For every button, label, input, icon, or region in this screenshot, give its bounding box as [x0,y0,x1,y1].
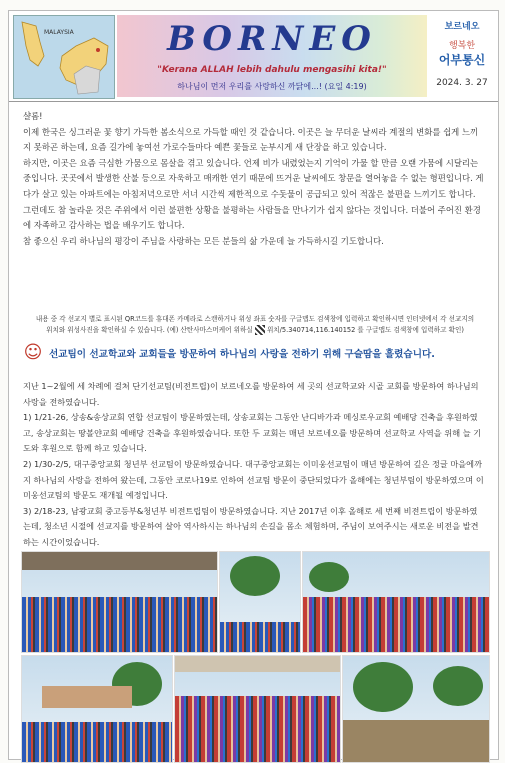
qr-code-icon[interactable] [255,325,265,335]
newsletter-motto: "Kerana ALLAH lebih dahulu mengasihi kita!" [157,65,387,75]
group-photo-3 [302,551,490,653]
group-photo-5 [174,655,341,763]
report-paragraph: 지난 1~2월에 세 차례에 걸쳐 단기선교팀(비전트립)이 보르네오를 방문하여 세 곳의 선교학교와 시골 교회를 방문하여 하나님의 사랑을 전하였습니다. [23,381,479,407]
notice-text: 위치/5.340714,116.140152 를 구글맵도 검색창에 입력하고 확인) [266,326,464,334]
report-paragraph: 3) 2/18-23, 남광교회 중고등부&청년부 비전트립팀이 방문하였습니다. 지난 2017년 이후 올해로 세 번째 비전트립이 방문하였는데, 청소년 시절에 선교지를 방문하여 살아 역사하시는 하나님의 손길을 몸소 체험하며, 주님이 보여주시는 새로운 비전을 발견하는 시간이었습니다. [23,505,479,547]
title-banner [117,15,427,97]
letter-paragraph: 이제 한국은 싱그러운 꽃 향기 가득한 봄소식으로 가득할 때인 것 같습니다. 이곳은 늘 무더운 날씨라 계절의 변화를 쉽게 느끼지 못하곤 하는데, 요즘 길가에 놓여선 가로수들마다 예쁜 꽃들로 눈부시게 새 단장을 하고 있습니다. [23,126,479,153]
letter-paragraph: 참 좋으신 우리 하나님의 평강이 주님을 사랑하는 모든 분들의 삶 가운데 늘 가득하시길 기도합니다. [23,235,384,246]
issue-date: 2024. 3. 27 [436,78,488,88]
issue-info [429,15,495,97]
report-paragraph: 1) 1/21-26, 상송&송상교회 연합 선교팀이 방문하였는데, 상송교회는 그동안 난디바가과 메싱로우교회 예배당 건축을 후원하였고, 송상교회는 땅볼얀교회 예배당 건축을 후원하였습니다. 또한 두 교회는 매년 보르네오를 방문하며 선교학교 사역을 위해 늘 기도와 후원으로 함께 하고 있습니다. [23,412,482,454]
group-photo-4 [21,655,173,763]
newsletter-header [9,11,498,102]
region-label: 보르네오 [444,22,480,32]
newsletter-page [8,10,499,760]
bible-verse: 하나님이 먼저 우리를 사랑하신 까닭에...! (요일 4:19) [177,82,367,91]
group-photo-6 [342,655,490,763]
group-photo-1 [21,551,218,653]
photo-collage [21,551,488,763]
section-header [21,341,489,367]
notice-line-2 [31,325,479,336]
notice-text: 위치와 위성사진을 확인하실 수 있습니다. (예) 산탄사마스머케어 위하실 [46,326,253,334]
newsletter-title: BORNEO [167,19,377,59]
newsletter-subtitle: 행복한 [448,41,476,51]
malaysia-map [13,15,115,99]
letter-paragraph: 그런데도 참 놀라운 것은 주위에서 이런 불편한 상황을 불평하는 사람들을 만나기가 쉽지 않다는 것입니다. 더불어 주어진 환경에 자족하고 감사하는 법을 배우기도 합니다. [23,204,481,231]
mascot-icon: ☺ [23,342,43,363]
map-illustration [14,16,114,98]
notice-line: 내용 중 각 선교지 별로 표시된 QR코드를 휴대폰 카메라로 스캔하거나 위성 좌표 숫자를 구글맵도 검색창에 입력하고 확인하시면 인터넷에서 각 선교지의 [35,315,475,323]
letter-paragraph: 샬롬! [23,111,43,121]
newsletter-name: 어부통신 [438,53,486,67]
section-heading: 선교팀이 선교학교와 교회들을 방문하여 하나님의 사랑을 전하기 위해 구슬땀을 흘렸습니다. [49,349,435,360]
report-paragraph: 2) 1/30-2/5, 대구중앙교회 청년부 선교팀이 방문하였습니다. 대구중앙교회는 이미웅선교팀이 매년 방문하여 깊은 정글 마을에까지 하나님의 사랑을 전하여 왔는데, 그동안 코로나19로 인하여 선교팀 방문이 중단되었다가 올해에는 청년부팀이 방문하였으며 이미웅선교팀의 방문도 재개될 예정입니다. [23,458,484,501]
group-photo-2 [219,551,301,653]
greeting-letter [23,109,485,249]
mission-report [23,379,485,551]
letter-paragraph: 하지만, 이곳은 요즘 극심한 가뭄으로 몸살을 겪고 있습니다. 언제 비가 내렸었는지 기억이 가물 할 만큼 오랜 가뭄에 시달리는 중입니다. 곳곳에서 발생한 산불 등으로 자욱하고 매캐한 연기 때문에 뜨거운 날씨에도 창문을 열어놓을 수 없는 형편입니다. 게다가 살고 있는 아파트에는 아침저녁으로만 서너 시간씩 제한적으로 수돗물이 공급되고 있어 적잖은 불편을 느끼기도 합니다. [23,157,484,199]
qr-notice [31,314,479,336]
map-label-malaysia: MALAYSIA [44,29,74,36]
